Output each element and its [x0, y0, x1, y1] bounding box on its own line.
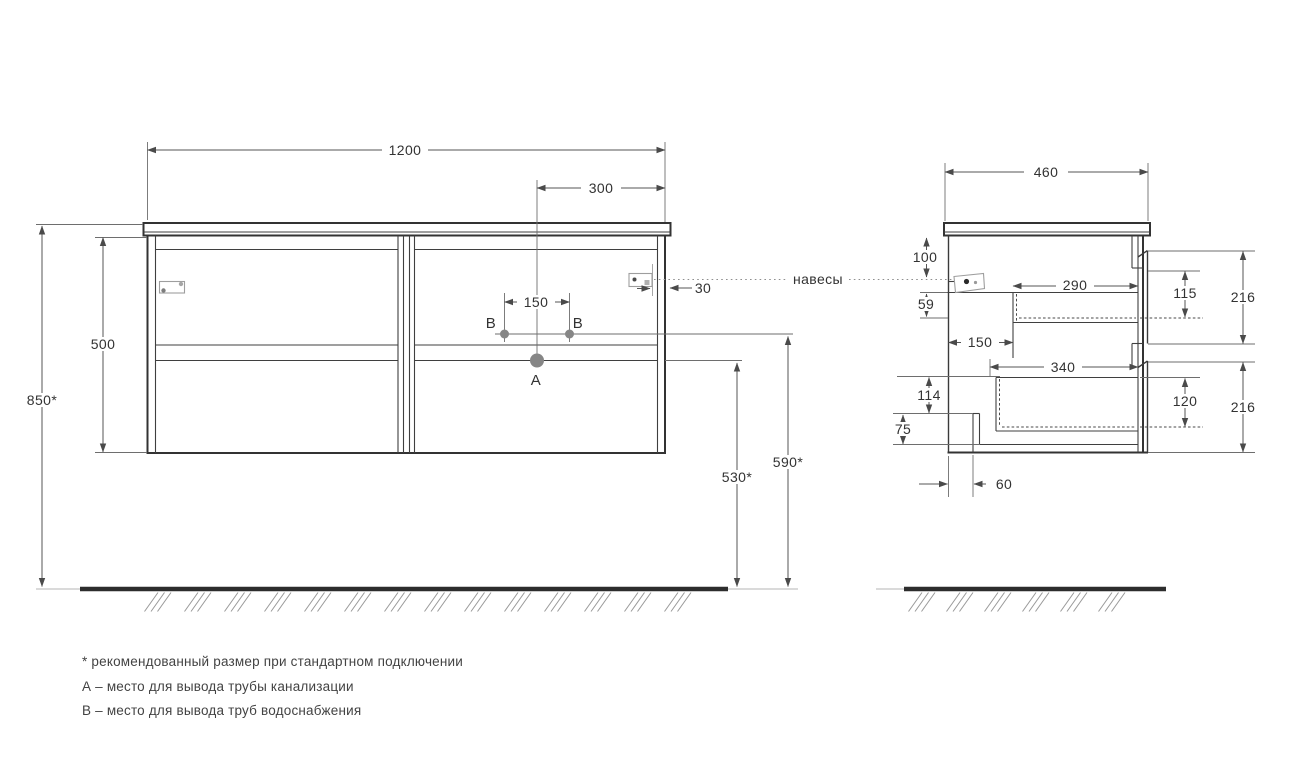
dim-hole-spacing: [517, 294, 555, 310]
footnotes: [82, 654, 463, 718]
svg-text:216: 216: [1230, 289, 1256, 305]
hangers-label: [793, 271, 843, 287]
dim-side-depth: [1024, 164, 1068, 180]
supply-hole-left: [500, 330, 509, 339]
dim-drawer-length-bottom: [1044, 359, 1082, 375]
svg-text:216: 216: [1230, 399, 1256, 415]
label-supply-right: B: [572, 315, 584, 332]
svg-text:115: 115: [1173, 285, 1197, 301]
dim-plinth-height: [890, 421, 916, 437]
svg-text:114: 114: [917, 387, 941, 403]
svg-text:530*: 530*: [721, 469, 753, 485]
dim-front-width: [382, 142, 428, 158]
side-drawer-fronts: [1132, 236, 1148, 453]
footnote-recommended-size: * рекомендованный размер при стандартном подключении: [82, 654, 464, 669]
dim-drawer-offset: [961, 334, 999, 350]
svg-text:460: 460: [1033, 164, 1059, 180]
svg-text:75: 75: [894, 421, 912, 437]
front-cabinet-body: [148, 236, 666, 454]
dimension-labels: [20, 142, 1260, 492]
svg-text:60: 60: [995, 476, 1013, 492]
dim-back-inset: [996, 476, 1012, 492]
footnote-supply: В – место для вывода труб водоснабжения: [82, 703, 362, 718]
side-bottom-recess: [973, 414, 1138, 453]
extension-lines: [36, 142, 1255, 497]
svg-text:290: 290: [1062, 277, 1088, 293]
svg-text:500: 500: [90, 336, 116, 352]
dim-supply-height: [766, 454, 810, 470]
front-center-divider: [398, 236, 415, 454]
floor-left: [36, 589, 798, 612]
svg-text:59: 59: [917, 296, 935, 312]
dim-drawer-depth-bottom: [1168, 393, 1202, 409]
dim-install-height: [20, 392, 64, 408]
dim-top-gap: [906, 249, 944, 265]
svg-text:навесы: навесы: [792, 271, 844, 287]
floor-right: [876, 589, 1166, 612]
svg-text:300: 300: [588, 180, 614, 196]
svg-text:590*: 590*: [772, 454, 804, 470]
front-countertop: [144, 223, 671, 236]
front-view: [144, 223, 671, 453]
svg-text:850*: 850*: [26, 392, 58, 408]
dim-hanger-gap: [913, 296, 940, 312]
svg-text:30: 30: [694, 280, 712, 296]
svg-text:340: 340: [1050, 359, 1076, 375]
side-countertop: [944, 223, 1150, 236]
footnote-drain: А – место для вывода трубы канализации: [82, 679, 354, 694]
hanger-icon-left: [160, 282, 185, 294]
svg-text:100: 100: [912, 249, 938, 265]
svg-text:120: 120: [1172, 393, 1198, 409]
front-drawer-band: [156, 345, 658, 361]
svg-text:150: 150: [967, 334, 993, 350]
dim-drawer-depth-top: [1170, 285, 1200, 301]
label-supply-left: B: [485, 315, 497, 332]
dim-front-height-top: [1226, 289, 1260, 305]
svg-text:150: 150: [523, 294, 549, 310]
dim-drawer-length-top: [1056, 277, 1094, 293]
svg-text:1200: 1200: [388, 142, 422, 158]
drain-hole: [530, 354, 544, 368]
dim-front-height: [84, 336, 122, 352]
dim-sink-offset: [581, 180, 621, 196]
hanger-icon-right: [629, 264, 653, 296]
dim-hanger-offset: [695, 280, 711, 296]
label-drain: A: [530, 372, 542, 389]
hanger-icon-side: [949, 274, 985, 293]
dim-front-height-bottom: [1226, 399, 1260, 415]
dim-drain-height: [715, 469, 759, 485]
side-lower-drawer: [996, 378, 1138, 432]
dim-bottom-clearance: [914, 387, 944, 403]
